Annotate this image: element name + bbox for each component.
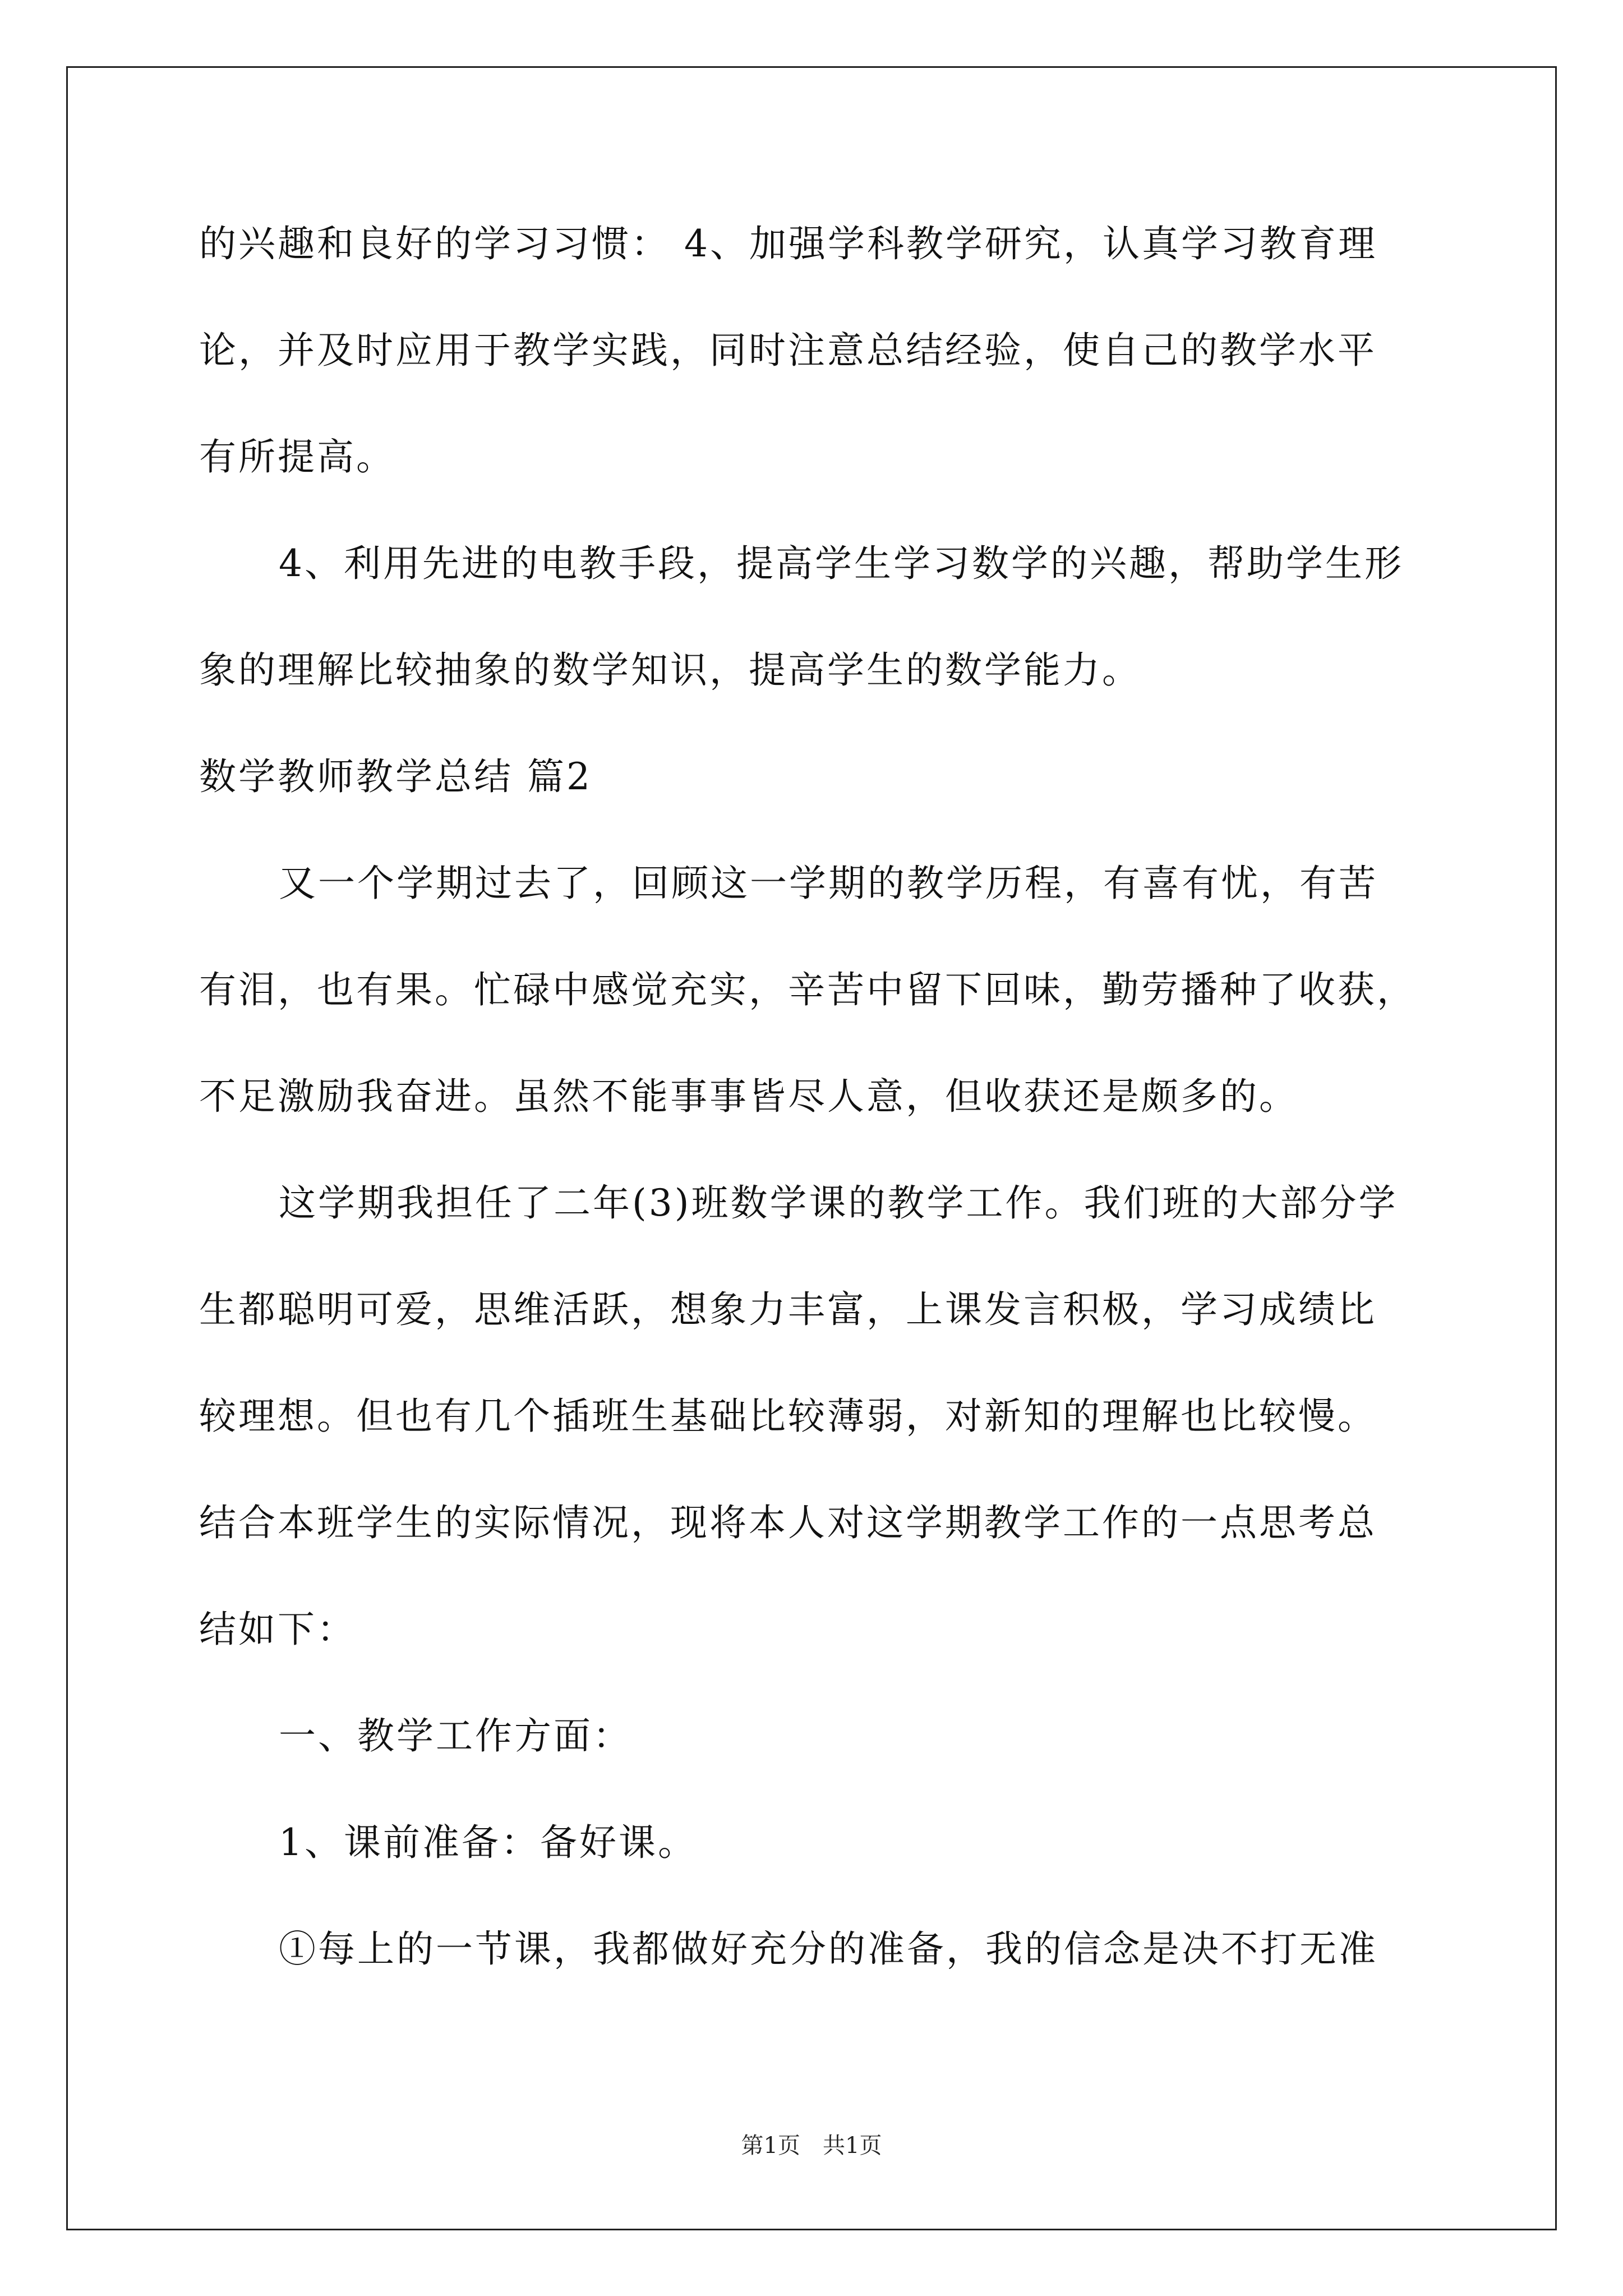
subsection-heading: 一、教学工作方面： (279, 1714, 632, 1757)
list-item-heading: 1、课前准备：备好课。 (279, 1821, 697, 1864)
text-line: 象的理解比较抽象的数学知识，提高学生的数学能力。 (199, 648, 1141, 692)
paragraph-start-line: 4、利用先进的电教手段，提高学生学习数学的兴趣，帮助学生形 (279, 542, 1404, 585)
text-line: 的兴趣和良好的学习习惯： 4、加强学科教学研究，认真学习教育理 (199, 222, 1377, 265)
text-line: 生都聪明可爱，思维活跃，想象力丰富，上课发言积极，学习成绩比 (199, 1288, 1377, 1331)
paragraph-start-line: 这学期我担任了二年(3)班数学课的教学工作。我们班的大部分学 (279, 1181, 1398, 1225)
text-line: 结合本班学生的实际情况，现将本人对这学期教学工作的一点思考总 (199, 1501, 1377, 1544)
text-line: 不足激励我奋进。虽然不能事事皆尽人意，但收获还是颇多的。 (199, 1075, 1298, 1118)
section-heading: 数学教师教学总结 篇2 (199, 755, 592, 798)
paragraph-start-line: ①每上的一节课，我都做好充分的准备，我的信念是决不打无准 (279, 1927, 1378, 1971)
paragraph-start-line: 又一个学期过去了，回顾这一学期的教学历程，有喜有忧，有苦 (279, 862, 1378, 905)
text-line: 较理想。但也有几个插班生基础比较薄弱，对新知的理解也比较慢。 (199, 1395, 1377, 1438)
text-line: 结如下： (199, 1608, 356, 1651)
text-line: 论，并及时应用于教学实践，同时注意总结经验，使自己的教学水平 (199, 329, 1377, 372)
page-border (66, 66, 1557, 2230)
text-line: 有泪，也有果。忙碌中感觉充实，辛苦中留下回味，勤劳播种了收获， (199, 968, 1416, 1011)
text-line: 有所提高。 (199, 435, 395, 478)
page-footer: 第1页 共1页 (741, 2133, 882, 2159)
